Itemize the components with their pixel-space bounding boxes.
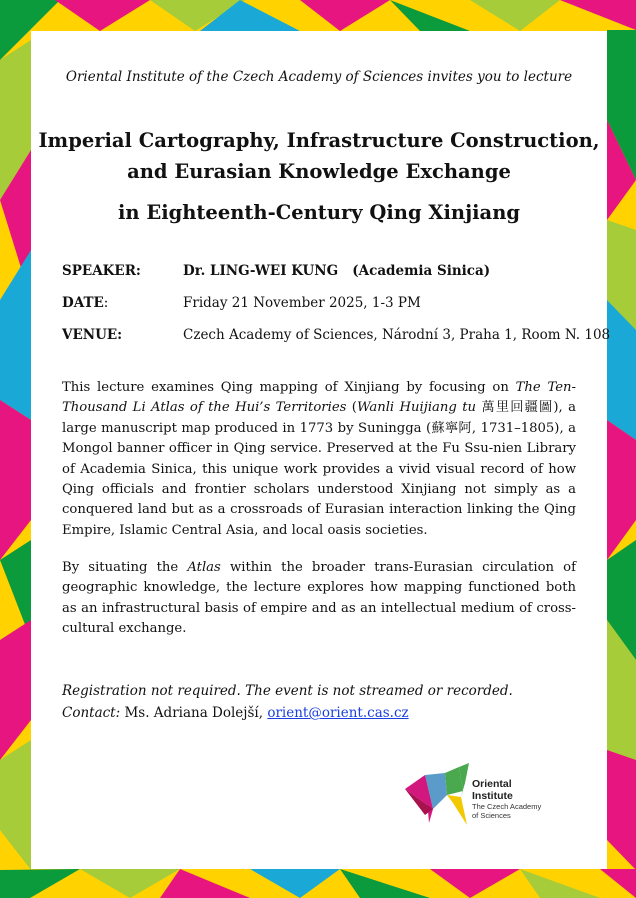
invitation-card [31, 31, 611, 869]
logo-wordmark [472, 778, 541, 820]
registration-note: Registration not required. The event is not streamed or recorded. [62, 683, 513, 699]
date-value: Friday 21 November 2025, 1-3 PM [183, 295, 421, 311]
date-label-group [62, 295, 108, 311]
atlas-title-english: The Ten-Thousand Li Atlas of the Hui’s Territories [62, 380, 577, 416]
contact-label: Contact: [62, 705, 121, 721]
para1-e: 萬里回疆圖), a large manuscript map produced in 1773 by Suningga (蘇寧阿, 1731–1805), a Mongol banner officer in Qing service. Preserved at the Fu Ssu-nien Library of Academia Sinica, this unique work provides a vivid visual record of how Qing officials and frontier scholars understood Xinjiang not simply as a conquered land but as a crossroads of Eurasian interaction linking the Qing Empire, Islamic Central Asia, and local oasis societies. [62, 400, 576, 538]
para1-a: This lecture examines Qing mapping of Xinjiang by focusing on [62, 380, 516, 395]
venue-label: VENUE: [62, 327, 123, 343]
title-line-1: Imperial Cartography, Infrastructure Construction, [38, 129, 600, 152]
para2-c: within the broader trans-Eurasian circulation of geographic knowledge, the lecture explores how mapping functioned both as an infrastructural basis of empire and as an intellectual medium of cross-cultural exchange. [62, 560, 576, 637]
lecture-title [31, 125, 607, 187]
title-line-2: and Eurasian Knowledge Exchange [127, 160, 511, 183]
logo-name-line-1: Oriental [472, 778, 512, 790]
para2-a: By situating the [62, 560, 188, 575]
para1-c: ( [346, 400, 357, 416]
logo-sub-line-2: of Sciences [472, 811, 511, 820]
atlas-title-pinyin: Wanli Huijiang tu [356, 400, 477, 416]
date-label: DATE [62, 295, 104, 311]
logo-sub-line-1: The Czech Academy [472, 802, 542, 811]
contact-line [62, 705, 409, 721]
atlas-word: Atlas [187, 560, 221, 575]
speaker-value: Dr. LING-WEI KUNG (Academia Sinica) [183, 263, 491, 279]
title-line-3: in Eighteenth-Century Qing Xinjiang [117, 201, 521, 224]
lecture-abstract-paragraph-1 [62, 378, 576, 541]
date-colon: : [103, 295, 109, 311]
logo-name-line-2: Institute [472, 790, 513, 802]
invitation-line: Oriental Institute of the Czech Academy of Sciences invites you to lecture [65, 69, 573, 85]
contact-email-link[interactable]: orient@orient.cas.cz [267, 705, 409, 721]
lecture-abstract-paragraph-2 [62, 558, 576, 640]
speaker-label: SPEAKER: [62, 263, 141, 279]
contact-name: Ms. Adriana Dolejší, [120, 705, 268, 721]
venue-value: Czech Academy of Sciences, Národní 3, Praha 1, Room N. 108 [183, 327, 611, 343]
